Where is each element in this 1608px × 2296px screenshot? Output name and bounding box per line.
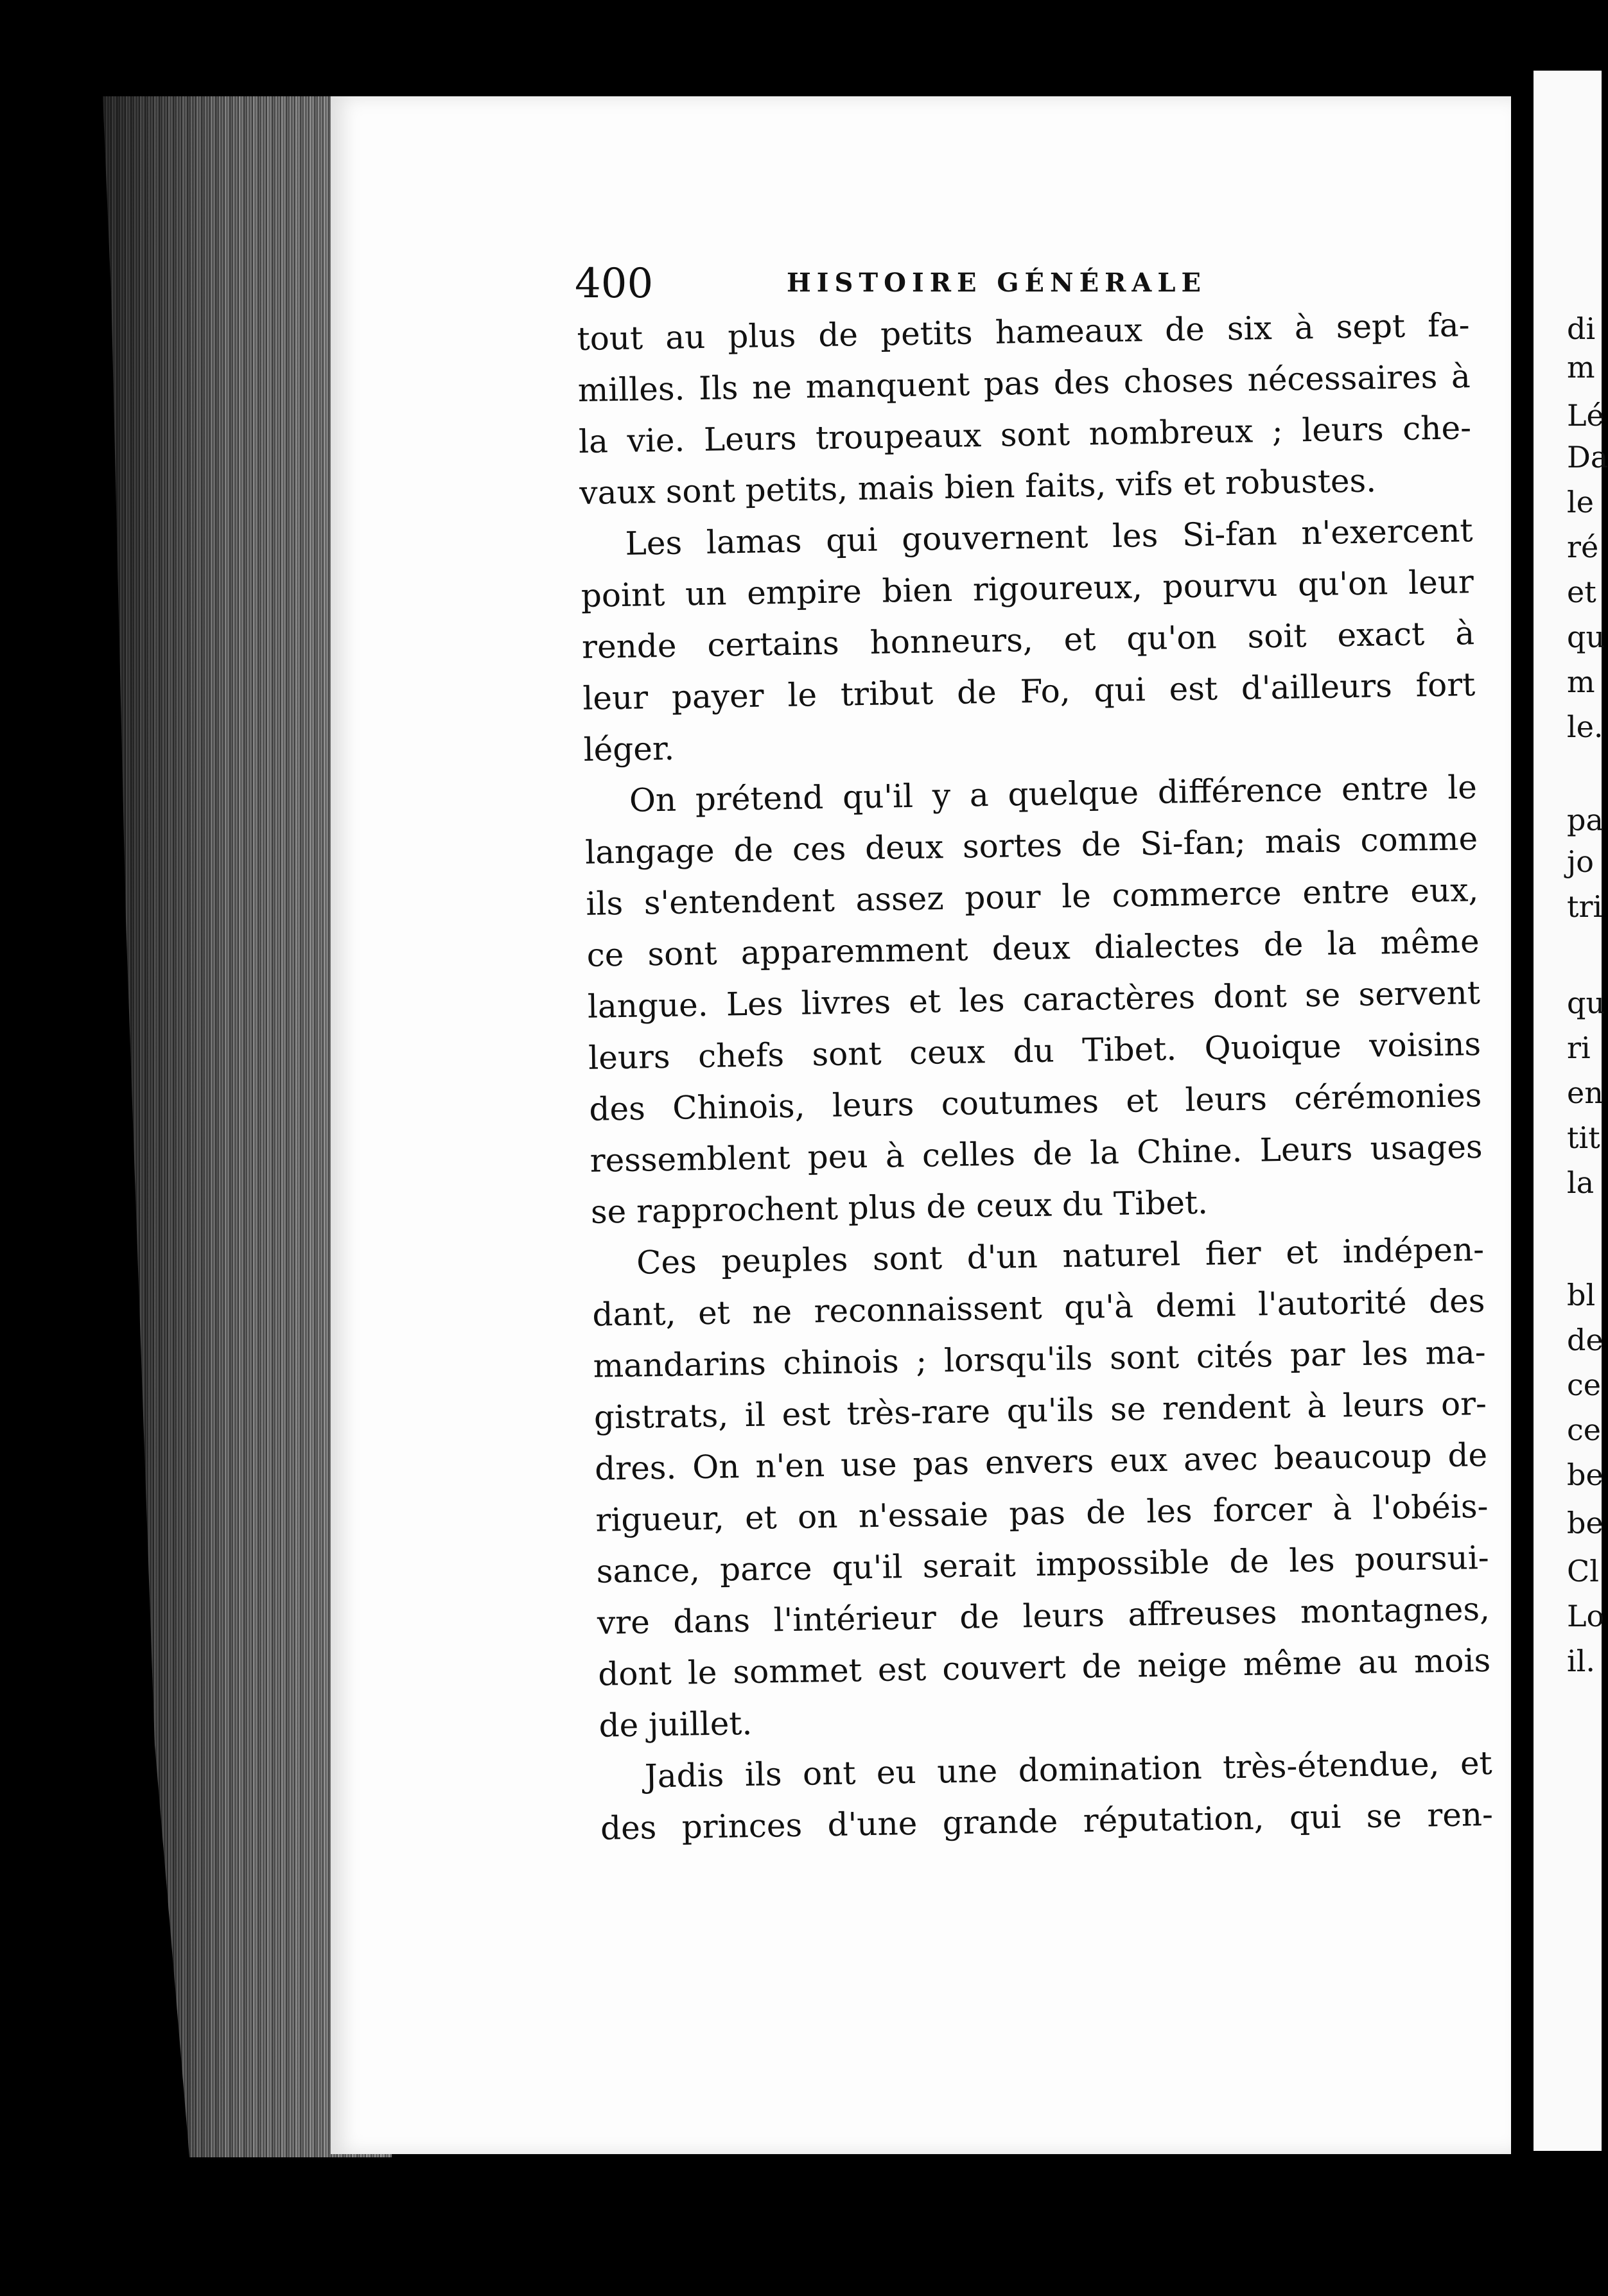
facing-page-fragment: ce — [1567, 1368, 1601, 1402]
text-line: de juillet. — [599, 1704, 753, 1744]
text-line: sance, parce qu'il serait impossible de les poursui- — [596, 1538, 1490, 1590]
facing-page-fragment: de — [1567, 1323, 1604, 1357]
text-line: milles. Ils ne manquent pas des choses nécessaires à — [577, 358, 1471, 409]
text-line: se rapprochent plus de ceux du Tibet. — [590, 1183, 1209, 1231]
facing-page-fragment: et — [1567, 575, 1596, 609]
text-line: tout au plus de petits hameaux de six à sept fa- — [577, 306, 1470, 358]
text-line: ressemblent peu à celles de la Chine. Leurs usages — [590, 1128, 1483, 1179]
text-line: dres. On n'en use pas envers eux avec beaucoup de — [594, 1436, 1488, 1488]
facing-page-fragment: Da — [1567, 440, 1608, 474]
facing-page-fragment: il. — [1567, 1644, 1596, 1678]
text-line: mandarins chinois ; lorsqu'ils sont cités par les ma- — [593, 1333, 1487, 1385]
facing-page-fragment: qu — [1567, 620, 1605, 654]
text-line: léger. — [583, 729, 675, 769]
facing-page-fragment: be — [1567, 1506, 1604, 1540]
facing-page-fragment: tit — [1567, 1120, 1600, 1155]
facing-page-fragment: jo — [1567, 844, 1594, 879]
running-title: HISTOIRE GÉNÉRALE — [787, 268, 1207, 298]
facing-page-fragment: tri — [1567, 889, 1603, 924]
facing-page-fragment: m — [1567, 350, 1595, 385]
text-line: des princes d'une grande réputation, qui se ren- — [600, 1795, 1494, 1847]
facing-page-fragment: ré — [1567, 530, 1599, 564]
text-line: Jadis ils ont eu une domination très-étendue, et — [644, 1744, 1493, 1795]
text-line: dant, et ne reconnaissent qu'à demi l'autorité des — [592, 1282, 1485, 1334]
text-line: Les lamas qui gouvernent les Si-fan n'exercent — [625, 512, 1473, 562]
facing-page-fragment: ri — [1567, 1031, 1591, 1065]
facing-page-fragment: en — [1567, 1075, 1604, 1110]
facing-page-fragment: la — [1567, 1165, 1595, 1200]
facing-page-fragment: m — [1567, 665, 1595, 699]
text-line: des Chinois, leurs coutumes et leurs cérémonies — [589, 1077, 1482, 1128]
facing-page-fragment: Lo — [1567, 1599, 1605, 1633]
text-line: leur payer le tribut de Fo, qui est d'ailleurs fort — [582, 666, 1476, 717]
text-line: ils s'entendent assez pour le commerce entre eux, — [585, 871, 1479, 923]
text-line: vre dans l'intérieur de leurs affreuses montagnes, — [597, 1590, 1490, 1642]
facing-page-fragment: Cl — [1567, 1554, 1599, 1588]
facing-page-fragment: bl — [1567, 1278, 1596, 1312]
facing-page-fragment: ce — [1567, 1413, 1601, 1447]
text-line: On prétend qu'il y a quelque différence entre le — [629, 769, 1478, 819]
text-line: gistrats, il est très-rare qu'ils se rendent à leurs or- — [593, 1384, 1487, 1436]
facing-page-fragment: qu — [1567, 986, 1605, 1020]
facing-page-fragment: le. — [1567, 709, 1604, 744]
text-line: Ces peuples sont d'un naturel fier et indépen- — [636, 1230, 1485, 1282]
text-line: langue. Les livres et les caractères dont se servent — [587, 974, 1481, 1025]
book-page — [331, 96, 1511, 2154]
facing-page-fragment: be — [1567, 1457, 1604, 1492]
text-line: ce sont apparemment deux dialectes de la même — [586, 923, 1480, 974]
text-line: la vie. Leurs troupeaux sont nombreux ; leurs che- — [578, 409, 1472, 460]
facing-page-edge — [1534, 71, 1608, 2151]
text-line: point un empire bien rigoureux, pourvu qu'on leur — [581, 563, 1474, 614]
facing-page-fragment: le — [1567, 485, 1594, 519]
facing-page-fragment: di — [1567, 311, 1596, 346]
facing-page-fragment: Lé — [1567, 398, 1604, 433]
page-number: 400 — [575, 260, 654, 308]
body-text — [577, 299, 1494, 1854]
text-line: vaux sont petits, mais bien faits, vifs et robustes. — [579, 462, 1377, 512]
text-line: rigueur, et on n'essaie pas de les forcer à l'obéis- — [595, 1487, 1489, 1539]
text-line: langage de ces deux sortes de Si-fan; mais comme — [584, 820, 1478, 871]
text-line: leurs chefs sont ceux du Tibet. Quoique voisins — [588, 1025, 1481, 1077]
facing-page-fragment: pa — [1567, 803, 1604, 837]
text-line: rende certains honneurs, et qu'on soit exact à — [581, 614, 1475, 666]
text-line: dont le sommet est couvert de neige même au mois — [597, 1641, 1491, 1693]
